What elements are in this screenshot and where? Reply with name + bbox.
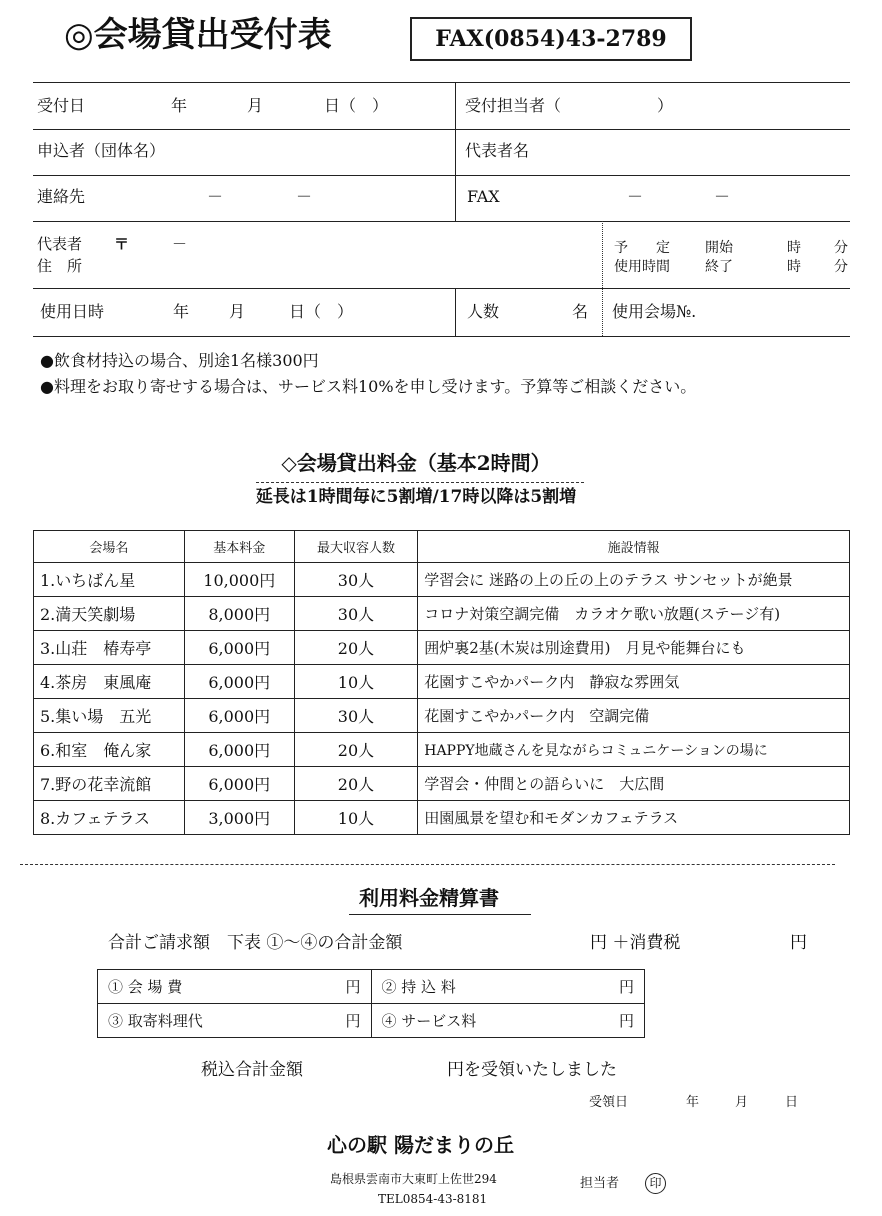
venue-info: 田園風景を望む和モダンカフェテラス xyxy=(418,801,850,835)
table-row xyxy=(34,631,850,665)
use-year: 年 xyxy=(173,302,190,321)
table-row xyxy=(98,1004,645,1038)
address-label-line2: 住 所 xyxy=(37,257,83,275)
fax-label: FAX xyxy=(467,187,500,206)
venue-name: 4.茶房 東風庵 xyxy=(34,665,185,699)
reception-month: 月 xyxy=(247,96,264,115)
rates-title-rule xyxy=(256,482,584,483)
table-row xyxy=(34,665,850,699)
organization-tel: TEL0854-43-8181 xyxy=(378,1192,488,1206)
venue-capacity: 20人 xyxy=(294,733,418,767)
venue-info: 学習会・仲間との語らいに 大広間 xyxy=(418,767,850,801)
venue-info: HAPPY地蔵さんを見ながらコミュニケーションの場に xyxy=(418,733,850,767)
fee-cell xyxy=(371,970,645,1004)
receipt-month: 月 xyxy=(735,1095,749,1110)
column-header: 会場名 xyxy=(34,531,185,563)
column-header: 施設情報 xyxy=(418,531,850,563)
fax-dash: － xyxy=(714,187,731,206)
yen-unit: 円 xyxy=(790,933,807,953)
fees-table xyxy=(97,969,645,1038)
table-row xyxy=(98,970,645,1004)
organization-address: 島根県雲南市大東町上佐世294 xyxy=(330,1172,497,1186)
schedule-label-line2: 使用時間 xyxy=(614,259,670,275)
yen-plus-tax-label: 円 ＋消費税 xyxy=(590,933,681,953)
fee-cell xyxy=(98,970,372,1004)
venue-info: 花園すこやかパーク内 空調完備 xyxy=(418,699,850,733)
use-month: 月 xyxy=(229,302,246,321)
table-row xyxy=(34,733,850,767)
end-label: 終了 xyxy=(705,259,733,275)
reception-year: 年 xyxy=(171,96,188,115)
note-item: ●料理をお取り寄せする場合は、サービス料10%を申し受けます。予算等ご相談ください。 xyxy=(40,377,697,396)
fee-label: ③ 取寄料理代 xyxy=(108,1012,203,1030)
venue-capacity: 10人 xyxy=(294,665,418,699)
venue-price: 6,000円 xyxy=(184,631,294,665)
fax-box: FAX(0854)43-2789 xyxy=(410,17,692,61)
organization-name: 心の駅 陽だまりの丘 xyxy=(327,1133,514,1157)
venue-info: 花園すこやかパーク内 静寂な雰囲気 xyxy=(418,665,850,699)
end-minute: 分 xyxy=(834,259,848,275)
venue-number-label: 使用会場№. xyxy=(612,302,697,321)
fee-label: ④ サービス料 xyxy=(381,1012,477,1030)
venue-capacity: 20人 xyxy=(294,631,418,665)
venue-price: 6,000円 xyxy=(184,699,294,733)
table-row xyxy=(34,597,850,631)
venue-name: 2.満天笑劇場 xyxy=(34,597,185,631)
fee-unit: 円 xyxy=(618,978,634,996)
receipt-year: 年 xyxy=(686,1095,700,1110)
venue-name: 7.野の花幸流館 xyxy=(34,767,185,801)
table-row xyxy=(34,801,850,835)
venue-price: 3,000円 xyxy=(184,801,294,835)
fee-label: ② 持 込 料 xyxy=(381,978,456,996)
tax-included-total-label: 税込合計金額 xyxy=(201,1060,303,1080)
venue-name: 5.集い場 五光 xyxy=(34,699,185,733)
seal-icon: 印 xyxy=(645,1173,666,1194)
start-minute: 分 xyxy=(834,240,848,256)
address-label-line1: 代表者 xyxy=(37,235,83,253)
venue-name: 6.和室 俺ん家 xyxy=(34,733,185,767)
venue-name: 3.山荘 椿寿亭 xyxy=(34,631,185,665)
fee-unit: 円 xyxy=(345,978,361,996)
page-title: ◎会場貸出受付表 xyxy=(64,15,332,55)
note-item: ●飲食材持込の場合、別途1名様300円 xyxy=(40,351,319,370)
table-row xyxy=(34,563,850,597)
fee-cell xyxy=(98,1004,372,1038)
start-hour: 時 xyxy=(787,240,801,256)
schedule-label-line1: 予 定 xyxy=(614,240,670,256)
fee-unit: 円 xyxy=(618,1012,634,1030)
venue-price: 10,000円 xyxy=(184,563,294,597)
fee-unit: 円 xyxy=(345,1012,361,1030)
rates-table-header xyxy=(34,531,850,563)
staff-label: 担当者 xyxy=(580,1176,620,1191)
reception-date-label: 受付日 xyxy=(37,96,86,115)
postal-dash: － xyxy=(172,235,188,253)
venue-price: 6,000円 xyxy=(184,733,294,767)
column-header: 最大収容人数 xyxy=(294,531,418,563)
venue-price: 6,000円 xyxy=(184,767,294,801)
reception-staff-label: 受付担当者（ ） xyxy=(465,96,674,115)
contact-dash: － xyxy=(207,187,224,206)
reception-day: 日（ ） xyxy=(324,96,389,115)
venue-info: 学習会に 迷路の上の丘の上のテラス サンセットが絶景 xyxy=(418,563,850,597)
total-billing-line: 合計ご請求額 下表 ①～④の合計金額 xyxy=(108,933,403,953)
venue-info: 囲炉裏2基(木炭は別途費用) 月見や能舞台にも xyxy=(418,631,850,665)
venue-price: 8,000円 xyxy=(184,597,294,631)
use-date-label: 使用日時 xyxy=(40,302,105,321)
venue-capacity: 30人 xyxy=(294,699,418,733)
venue-capacity: 10人 xyxy=(294,801,418,835)
rates-subtitle: 延長は1時間毎に5割増/17時以降は5割増 xyxy=(255,487,577,507)
end-hour: 時 xyxy=(787,259,801,275)
venue-price: 6,000円 xyxy=(184,665,294,699)
rates-title: ◇会場貸出料金（基本2時間） xyxy=(281,451,551,475)
use-day: 日（ ） xyxy=(289,302,354,321)
people-unit: 名 xyxy=(572,302,589,321)
people-label: 人数 xyxy=(467,302,500,321)
venue-capacity: 30人 xyxy=(294,597,418,631)
cut-line-divider xyxy=(20,864,835,865)
receipt-date-label: 受領日 xyxy=(589,1095,629,1110)
venue-capacity: 20人 xyxy=(294,767,418,801)
settlement-title: 利用料金精算書 xyxy=(359,886,499,910)
table-row xyxy=(34,767,850,801)
postal-mark-icon: 〒 xyxy=(114,235,130,253)
table-row xyxy=(34,699,850,733)
venue-name: 1.いちばん星 xyxy=(34,563,185,597)
applicant-label: 申込者（団体名） xyxy=(37,141,166,160)
rates-table xyxy=(33,530,850,835)
received-text: 円を受領いたしました xyxy=(447,1060,617,1080)
contact-dash: － xyxy=(296,187,313,206)
venue-name: 8.カフェテラス xyxy=(34,801,185,835)
fax-dash: － xyxy=(627,187,644,206)
settlement-title-underline xyxy=(349,914,531,915)
venue-capacity: 30人 xyxy=(294,563,418,597)
fee-cell xyxy=(371,1004,645,1038)
representative-label: 代表者名 xyxy=(465,141,530,160)
column-header: 基本料金 xyxy=(184,531,294,563)
receipt-day: 日 xyxy=(785,1095,799,1110)
start-label: 開始 xyxy=(705,240,733,256)
venue-info: コロナ対策空調完備 カラオケ歌い放題(ステージ有) xyxy=(418,597,850,631)
contact-label: 連絡先 xyxy=(37,187,86,206)
fee-label: ① 会 場 費 xyxy=(108,978,183,996)
